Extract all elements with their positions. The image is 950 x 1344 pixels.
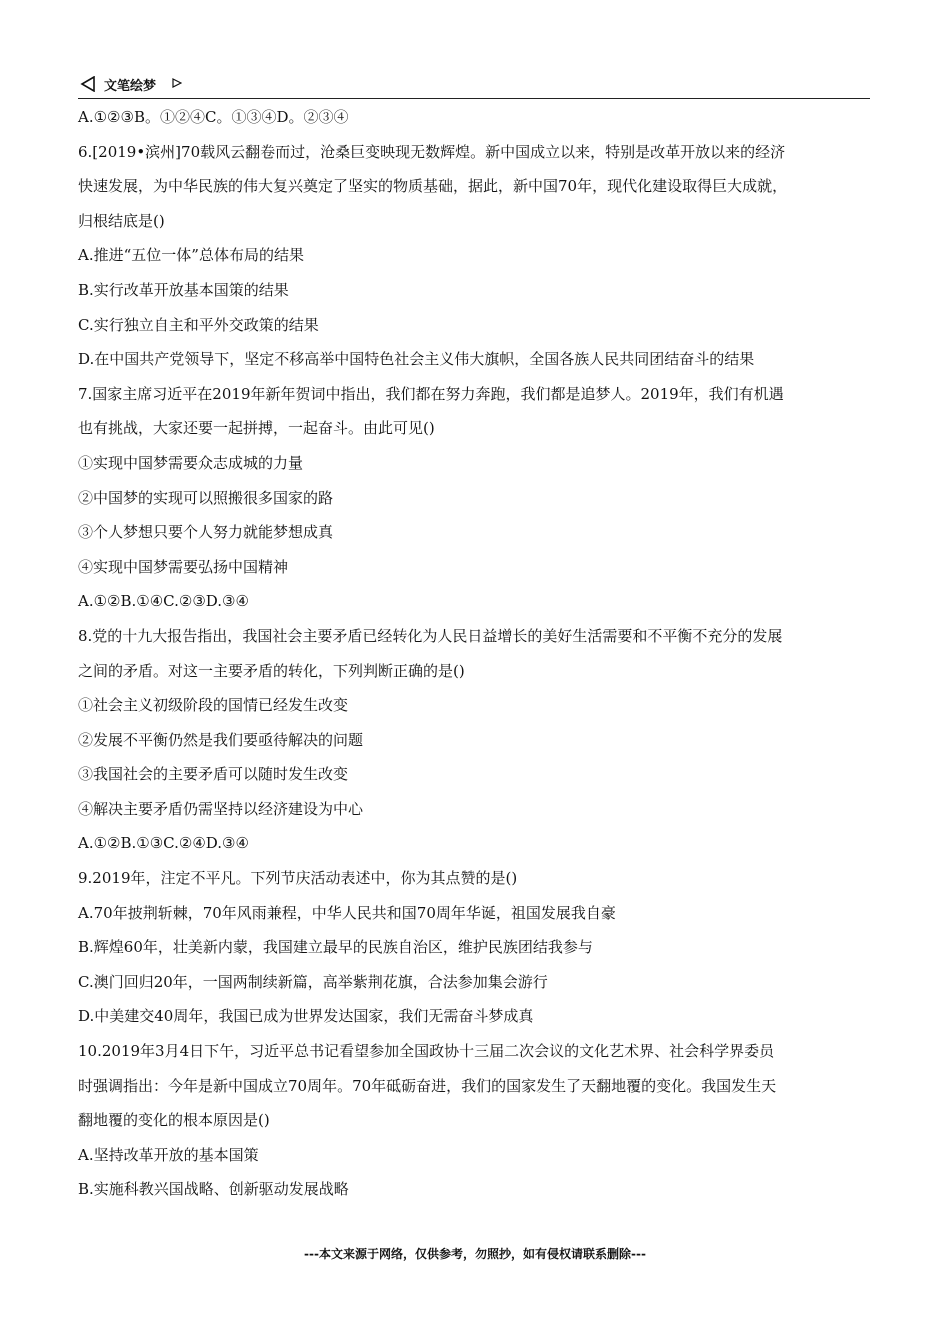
question-7-options: A.①②B.①④C.②③D.③④ (78, 592, 249, 611)
question-8-stem-2: 之间的矛盾。对这一主要矛盾的转化，下列判断正确的是() (78, 661, 465, 680)
question-7-item-4: ④实现中国梦需要弘扬中国精神 (78, 557, 289, 576)
answer-options-5: A.①②③B。①②④C。①③④D。②③④ (78, 108, 349, 126)
question-6-option-b: B.实行改革开放基本国策的结果 (78, 280, 289, 299)
question-7-item-3: ③个人梦想只要个人努力就能梦想成真 (78, 523, 334, 542)
question-8-item-1: ①社会主义初级阶段的国情已经发生改变 (78, 696, 349, 715)
question-8-item-2: ②发展不平衡仍然是我们要亟待解决的问题 (78, 730, 364, 749)
question-7-item-2: ②中国梦的实现可以照搬很多国家的路 (78, 488, 334, 507)
triangle-right-icon (172, 78, 182, 88)
question-6-stem-2: 快速发展，为中华民族的伟大复兴奠定了坚实的物质基础，据此，新中国70年，现代化建设取得巨大成就， (78, 177, 788, 196)
question-7-item-1: ①实现中国梦需要众志成城的力量 (78, 453, 304, 472)
question-6-option-a: A.推进“五位一体”总体布局的结果 (78, 246, 304, 265)
document-body (78, 100, 878, 1207)
question-9-option-a: A.70年披荆斩棘，70年风雨兼程，中华人民共和国70周年华诞，祖国发展我自豪 (78, 903, 616, 922)
question-7-stem-1: 7.国家主席习近平在2019年新年贺词中指出，我们都在努力奔跑，我们都是追梦人。2019年，我们有机遇 (78, 384, 784, 403)
question-10-option-b: B.实施科教兴国战略、创新驱动发展战略 (78, 1180, 349, 1199)
question-10-stem-2: 时强调指出：今年是新中国成立70周年。70年砥砺奋进，我们的国家发生了天翻地覆的变化。我国发生天 (78, 1076, 777, 1095)
question-6-option-c: C.实行独立自主和平外交政策的结果 (78, 315, 319, 334)
question-6-option-d: D.在中国共产党领导下，坚定不移高举中国特色社会主义伟大旗帜，全国各族人民共同团结奋斗的结果 (78, 350, 755, 369)
question-6-stem-3: 归根结底是() (78, 211, 165, 230)
question-9-option-b: B.辉煌60年，壮美新内蒙，我国建立最早的民族自治区，维护民族团结我参与 (78, 938, 593, 957)
question-10-stem-1: 10.2019年3月4日下午，习近平总书记看望参加全国政协十三届二次会议的文化艺术界、社会科学界委员 (78, 1042, 775, 1061)
page-footer: ---本文来源于网络，仅供参考，勿照抄，如有侵权请联系删除--- (304, 1247, 646, 1261)
triangle-left-icon (80, 76, 96, 92)
question-8-item-4: ④解决主要矛盾仍需坚持以经济建设为中心 (78, 799, 364, 818)
question-9-option-d: D.中美建交40周年，我国已成为世界发达国家，我们无需奋斗梦成真 (78, 1007, 534, 1026)
question-8-stem-1: 8.党的十九大报告指出，我国社会主要矛盾已经转化为人民日益增长的美好生活需要和不平衡不充分的发展 (78, 626, 783, 645)
question-8-options: A.①②B.①③C.②④D.③④ (78, 834, 249, 853)
page-header (78, 72, 870, 99)
question-8-item-3: ③我国社会的主要矛盾可以随时发生改变 (78, 765, 349, 784)
header-title: 文笔绘梦 (104, 79, 157, 94)
question-9-stem: 9.2019年，注定不平凡。下列节庆活动表述中，你为其点赞的是() (78, 869, 518, 888)
question-9-option-c: C.澳门回归20年，一国两制续新篇，高举紫荆花旗，合法参加集会游行 (78, 972, 548, 991)
question-6-stem-1: 6.[2019•滨州]70载风云翻卷而过，沧桑巨变映现无数辉煌。新中国成立以来，特别是改革开放以来的经济 (78, 142, 786, 161)
question-10-stem-3: 翻地覆的变化的根本原因是() (78, 1111, 270, 1130)
question-7-stem-2: 也有挑战，大家还要一起拼搏，一起奋斗。由此可见() (78, 419, 435, 438)
question-10-option-a: A.坚持改革开放的基本国策 (78, 1145, 259, 1164)
